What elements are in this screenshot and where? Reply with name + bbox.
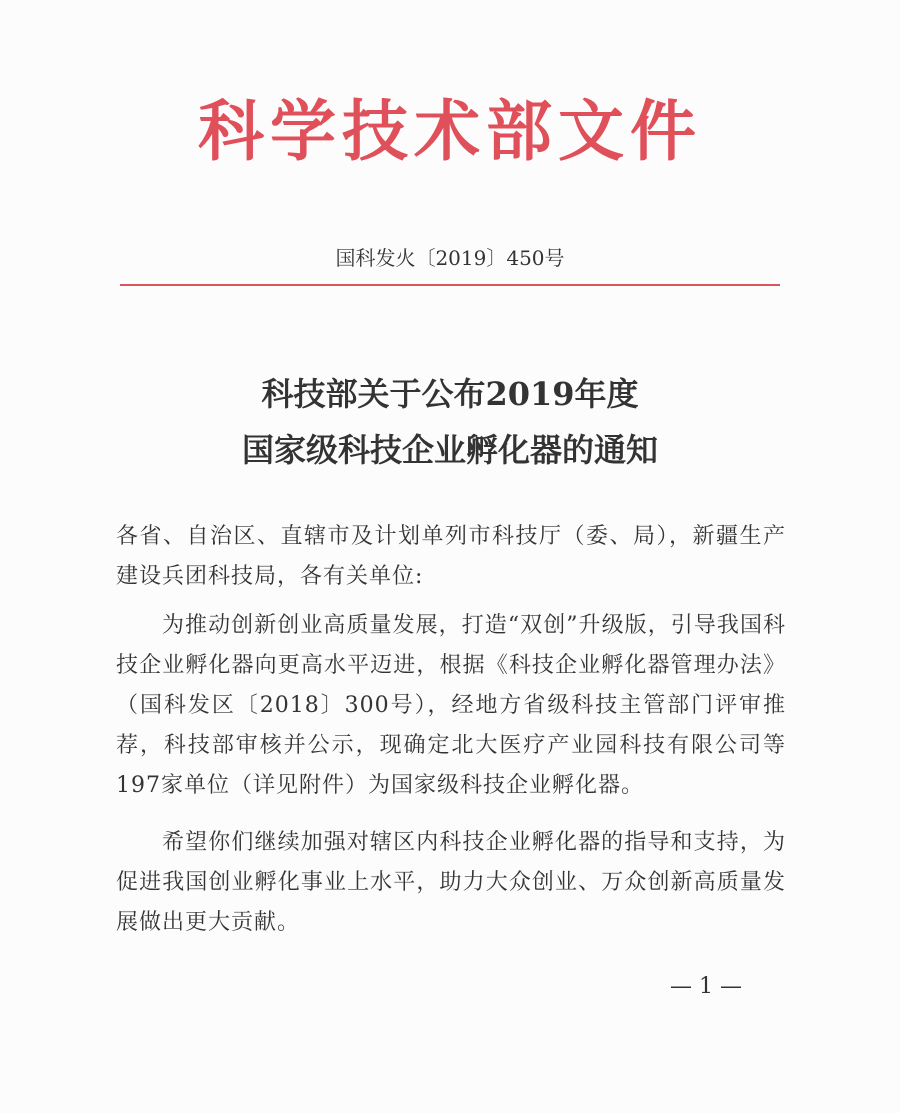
page-number: — 1 —	[670, 974, 742, 999]
document-title-line2: 国家级科技企业孵化器的通知	[241, 431, 658, 469]
red-divider	[120, 284, 780, 286]
issuer-header: 科学技术部文件	[198, 93, 702, 170]
addressee: 各省、自治区、直辖市及计划单列市科技厅（委、局），新疆生产建设兵团科技局，各有关单位:	[116, 524, 786, 589]
document-number: 国科发火〔2019〕450号	[335, 246, 565, 270]
body-paragraph: 为推动创新创业高质量发展，打造“双创”升级版，引导我国科技企业孵化器向更高水平迈进，根据《科技企业孵化器管理办法》（国科发区〔2018〕300号），经地方省级科技主管部门评审推荐，科技部审核并公示，现确定北大医疗产业园科技有限公司等197家单位（详见附件）为国家级科技企业孵化器。	[116, 613, 786, 798]
document-title-line1: 科技部关于公布2019年度	[261, 375, 639, 413]
body-paragraph: 希望你们继续加强对辖区内科技企业孵化器的指导和支持，为促进我国创业孵化事业上水平，助力大众创业、万众创新高质量发展做出更大贡献。	[116, 830, 786, 935]
